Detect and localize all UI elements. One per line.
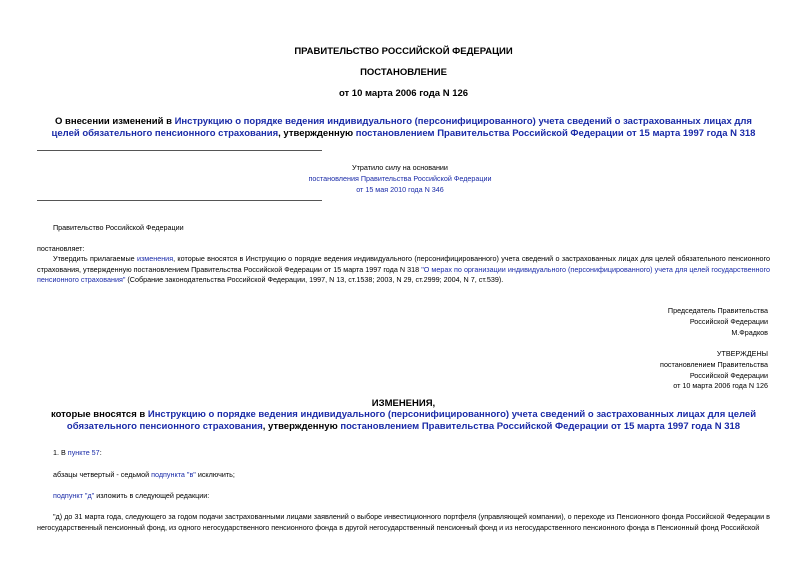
para-middle: , которые вносятся в Инструкцию о порядке ведения индивидуального (персонифицированного) учета сведений о застрахованных лицах для целей обязательного пенсионного страхования, утвержденную постановлением Правительства Российской Федерации от 15 марта 1997 года N 318 bbox=[37, 254, 770, 274]
title-prefix: О внесении изменений в bbox=[55, 116, 175, 127]
point-57-link[interactable]: пункте 57 bbox=[67, 448, 100, 457]
approved-label: УТВЕРЖДЕНЫ bbox=[716, 349, 768, 358]
body-decides: постановляет: bbox=[37, 244, 85, 253]
status-link-date[interactable]: от 15 мая 2010 года N 346 bbox=[356, 185, 444, 194]
document-type: ПОСТАНОВЛЕНИЕ bbox=[360, 67, 447, 78]
changes-decree-link[interactable]: постановлением Правительства Российской Федерации от 15 марта 1997 года N 318 bbox=[340, 420, 741, 432]
divider-bottom bbox=[37, 200, 322, 201]
status-line-1: Утратило силу на основании bbox=[352, 163, 448, 172]
changes-subtitle bbox=[30, 409, 777, 432]
subpoint-v-link[interactable]: подпункта "в" bbox=[151, 470, 196, 479]
item-1-prefix: 1. В bbox=[53, 448, 68, 457]
decree-318-link[interactable]: постановлением Правительства Российской Федерации от 15 марта 1997 года N 318 bbox=[355, 128, 756, 139]
subpoint-d-link[interactable]: подпункт "д" bbox=[53, 491, 95, 500]
item-4-paragraph: "д) до 31 марта года, следующего за годом подачи застрахованными лицами заявлений о выборе инвестиционного портфеля (управляющей компании), о переходе из Пенсионного фонда Российской Федерации в негосударственный пенсионный фонд, из одного негосударственного пенсионного фонда в другой негосударственный пенсионный фонд и из негосударственного пенсионного фонда в Пенсионный фонд Российской bbox=[37, 512, 770, 532]
item-1 bbox=[53, 448, 102, 459]
item-2 bbox=[53, 470, 235, 481]
document-title bbox=[50, 116, 757, 140]
para-prefix: Утвердить прилагаемые bbox=[53, 254, 137, 263]
approved-date: от 10 марта 2006 года N 126 bbox=[673, 381, 768, 390]
document-date: от 10 марта 2006 года N 126 bbox=[338, 88, 469, 99]
signature-name: М.Фрадков bbox=[731, 328, 768, 337]
item-3-suffix: изложить в следующей редакции: bbox=[94, 491, 210, 500]
body-government: Правительство Российской Федерации bbox=[53, 223, 184, 232]
changes-link[interactable]: изменения bbox=[137, 254, 174, 263]
instruction-link[interactable]: Инструкцию о порядке ведения индивидуального (персонифицированного) учета сведений о застрахованных лицах для целей обязательного пенсионного страхования bbox=[51, 116, 752, 139]
item-1-suffix: : bbox=[99, 448, 102, 457]
changes-sub-prefix: которые вносятся в bbox=[50, 409, 148, 420]
approved-line-2: постановлением Правительства bbox=[660, 360, 768, 369]
title-middle: , утвержденную bbox=[278, 128, 356, 139]
para-suffix: (Собрание законодательства Российской Федерации, 1997, N 13, ст.1538; 2003, N 29, ст.2999; 2004, N 7, ст.539). bbox=[125, 275, 504, 284]
approved-line-3: Российской Федерации bbox=[689, 371, 768, 380]
signature-line-1: Председатель Правительства bbox=[667, 306, 768, 315]
status-link-decree[interactable]: постановления Правительства Российской Федерации bbox=[308, 174, 492, 183]
item-3 bbox=[53, 491, 209, 502]
item-2-suffix: исключить; bbox=[195, 470, 235, 479]
signature-line-2: Российской Федерации bbox=[689, 317, 768, 326]
changes-instruction-link[interactable]: Инструкцию о порядке ведения индивидуального (персонифицированного) учета сведений о застрахованных лицах для целей обязательного пенсионного страхования bbox=[66, 409, 757, 432]
government-header: ПРАВИТЕЛЬСТВО РОССИЙСКОЙ ФЕДЕРАЦИИ bbox=[294, 46, 513, 57]
changes-heading: ИЗМЕНЕНИЯ, bbox=[371, 398, 436, 409]
divider-top bbox=[37, 150, 322, 151]
changes-sub-middle: , утвержденную bbox=[262, 420, 341, 432]
item-2-prefix: абзацы четвертый - седьмой bbox=[53, 470, 152, 479]
decree-paragraph bbox=[37, 254, 770, 286]
decree-title-link[interactable]: "О мерах по организации индивидуального (персонифицированного) учета для целей государственного пенсионного страхования" bbox=[37, 264, 770, 284]
